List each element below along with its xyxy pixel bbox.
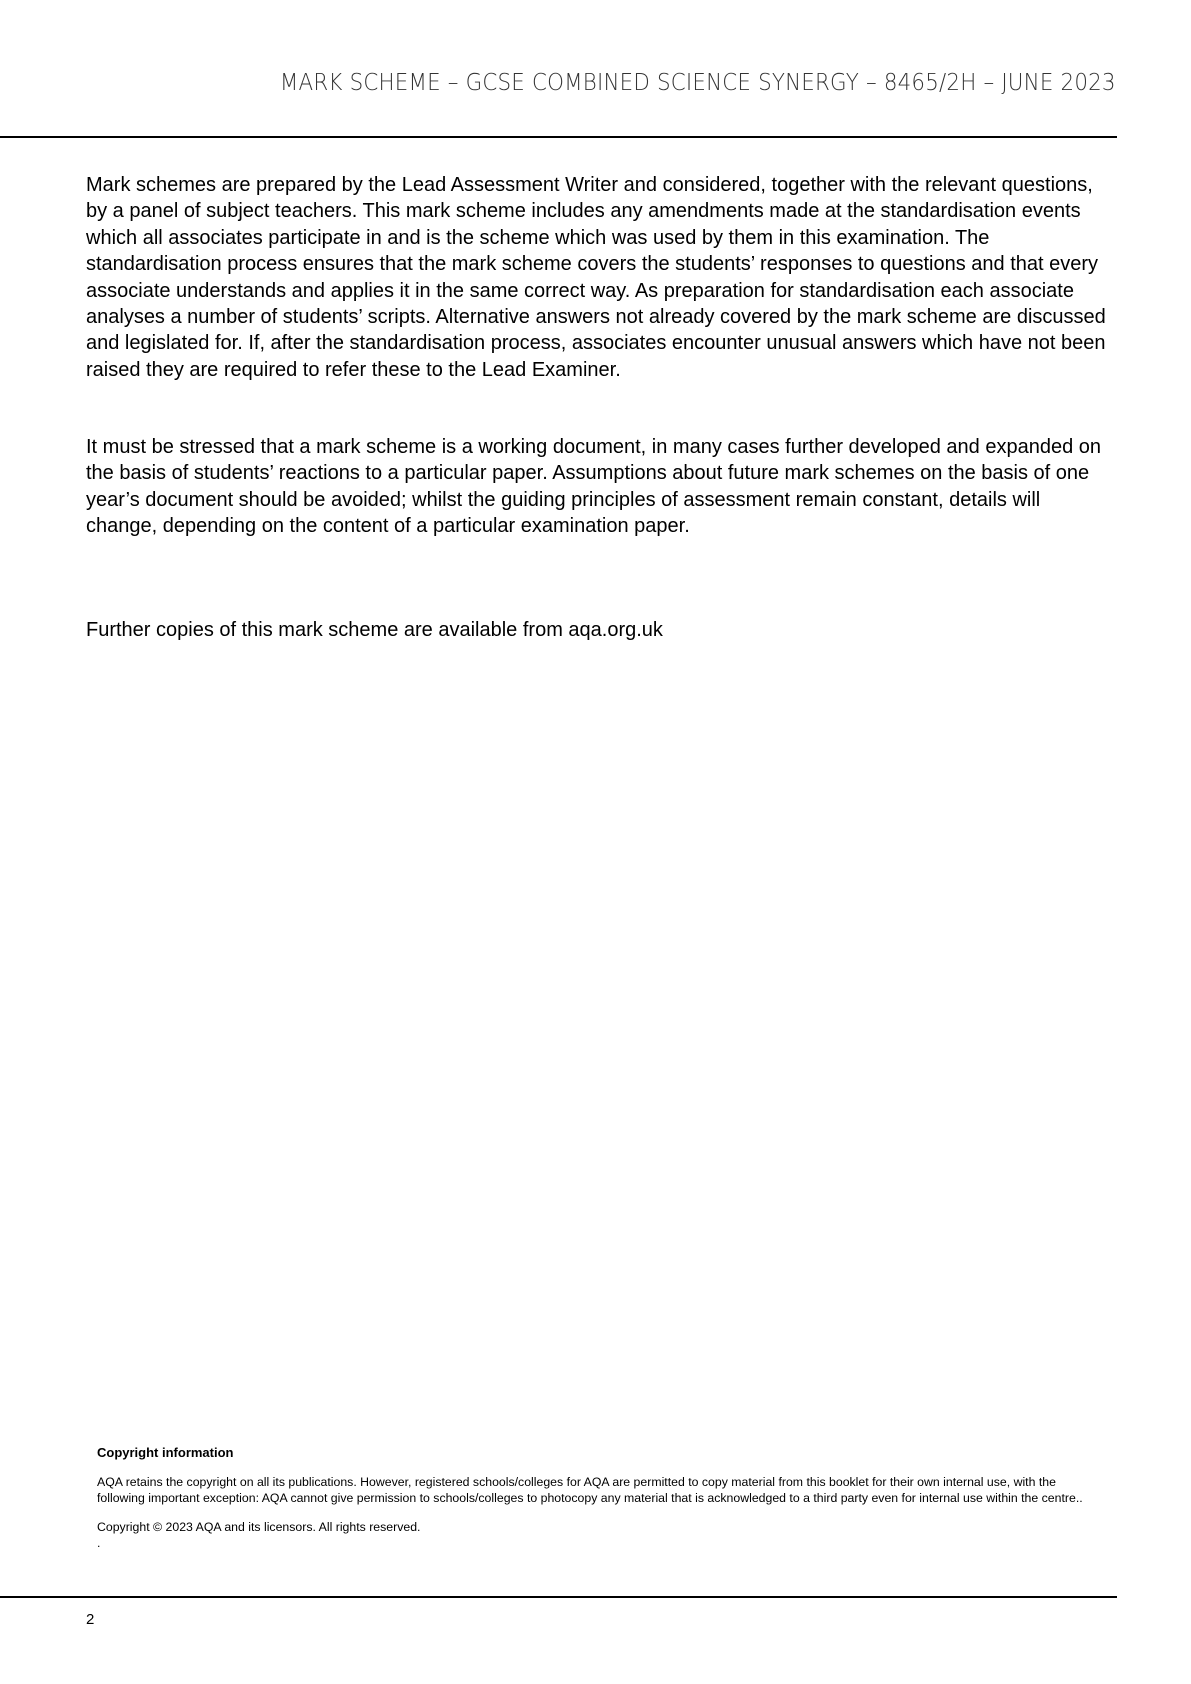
copyright-body: AQA retains the copyright on all its publications. However, registered schools/colleges for AQA are permitted to copy material from this booklet for their own internal use, with the following important exception: AQA cannot give permission to schools/colleges to photocopy any material that is acknowledged to a third party even for internal use within the centre.. [97,1474,1083,1505]
copyright-heading: Copyright information [97,1445,234,1460]
copyright-notice: Copyright © 2023 AQA and its licensors. All rights reserved. [97,1519,421,1534]
copyright-trailing-dot: . [97,1536,101,1550]
footer-rule [0,1596,1117,1598]
paragraph-further-copies: Further copies of this mark scheme are available from aqa.org.uk [86,619,663,641]
paragraph-working-document: It must be stressed that a mark scheme is a working document, in many cases further developed and expanded on the basis of students’ reactions to a particular paper. Assumptions about future mark schemes on the basis of one year’s document should be avoided; whilst the guiding principles of assessment remain constant, details will change, depending on the content of a particular examination paper. [86,436,1101,538]
header-title: MARK SCHEME – GCSE COMBINED SCIENCE SYNERGY – 8465/2H – JUNE 2023 [280,70,1116,96]
copyright-section [97,1445,1097,1549]
paragraph-mark-scheme-preparation: Mark schemes are prepared by the Lead Assessment Writer and considered, together with the relevant questions, by a panel of subject teachers. This mark scheme includes any amendments made at the standardisation events which all associates participate in and is the scheme which was used by them in this examination. The standardisation process ensures that the mark scheme covers the students’ responses to questions and that every associate understands and applies it in the same correct way. As preparation for standardisation each associate analyses a number of students’ scripts. Alternative answers not already covered by the mark scheme are discussed and legislated for. If, after the standardisation process, associates encounter unusual answers which have not been raised they are required to refer these to the Lead Examiner. [86,174,1106,381]
page-number: 2 [86,1611,95,1628]
header-rule [0,136,1117,138]
